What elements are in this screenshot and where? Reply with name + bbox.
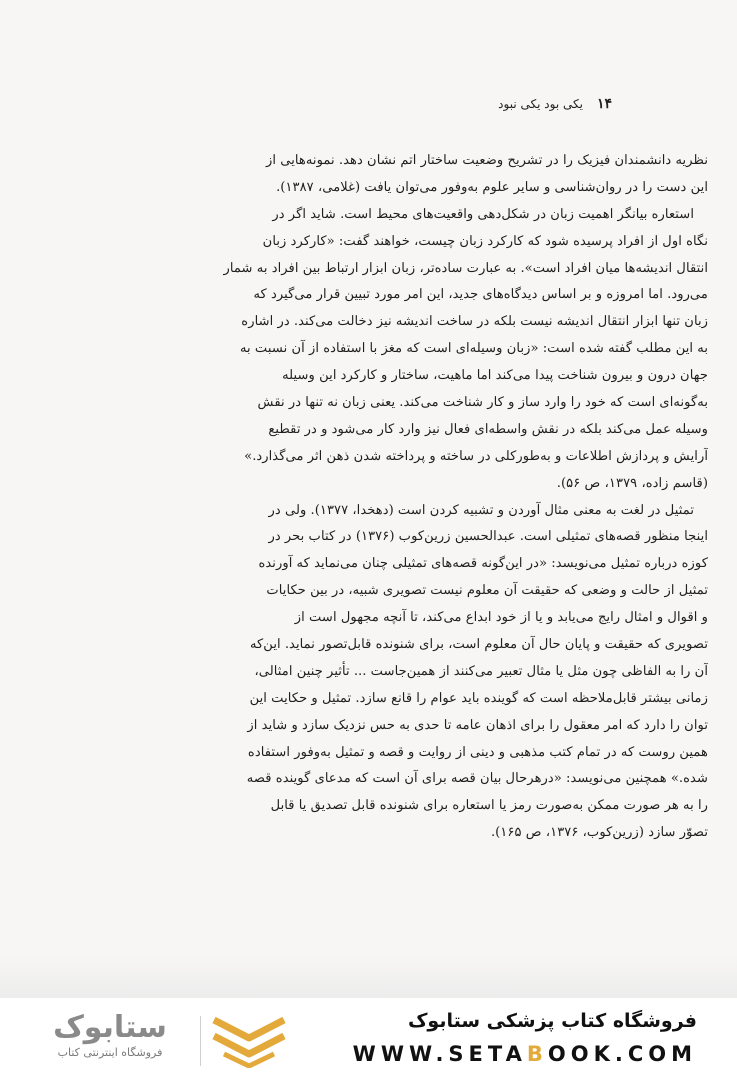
url-accent: B	[526, 1042, 548, 1066]
text-line: توان را دارد که امر معقول را برای اذهان عامه تا حدی به حس نزدیک سازد و شاید از	[247, 717, 708, 733]
text-line: نگاه اول از افراد پرسیده شود که کارکرد زبان چیست، خواهند گفت: «کارکرد زبان	[262, 233, 708, 249]
text-line: نظریه دانشمندان فیزیک را در تشریح وضعیت ساختار اتم نشان دهد. نمونه‌هایی از	[265, 153, 708, 168]
store-footer	[0, 998, 737, 1080]
text-line: تمثیل در لغت به معنی مثال آوردن و تشبیه کردن است (دهخدا، ۱۳۷۷). ولی در	[268, 502, 694, 518]
logo-subtitle: فروشگاه اینترنتی کتاب	[57, 1046, 163, 1059]
store-url[interactable]	[353, 1042, 697, 1066]
text-line: آن را به الفاظی چون مثل یا مثال تعبیر می‌کنند از همین‌جاست ... تأثیر چنین امثالی،	[254, 663, 708, 679]
url-suffix: OOK.COM	[547, 1042, 697, 1066]
text-line: این دست را در روان‌شناسی و سایر علوم به‌وفور می‌توان یافت (غلامی، ۱۳۸۷).	[276, 179, 708, 195]
text-line: شده.» همچنین می‌نویسد: «درهرحال بیان قصه برای آن است که مدعای گوینده قصه	[246, 771, 708, 787]
text-line: تصوّر سازد (زرین‌کوب، ۱۳۷۶، ص ۱۶۵).	[490, 825, 708, 841]
text-line: می‌رود. اما امروزه و بر اساس دیدگاه‌های جدید، این امر مورد تبیین قرار می‌گیرد که	[253, 287, 708, 303]
text-line: کوزه درباره تمثیل می‌نویسد: «در این‌گونه قصه‌های تمثیلی چنان می‌نماید که آورنده	[258, 556, 708, 572]
footer-fade	[0, 955, 737, 1000]
text-line: انتقال اندیشه‌ها میان افراد است». به عبارت ساده‌تر، زبان ابزار ارتباط بین افراد به شمار	[223, 260, 708, 276]
store-name: فروشگاه کتاب پزشکی ستابوک	[407, 1010, 697, 1032]
text-line: تصویری که حقیقت و پایان حال آن معلوم است، برای شنونده قابل‌تصور نماید. این‌که	[249, 637, 708, 653]
text-line: آرایش و پردازش اطلاعات و به‌طورکلی در ساخته و پرداخته شدن ذهن اثر می‌گذارد.»	[244, 448, 708, 464]
stacked-chevron-icon	[210, 1014, 288, 1068]
store-logo[interactable]	[30, 1010, 190, 1059]
page-header	[0, 93, 612, 115]
text-line: را به هر صورت ممکن به‌صورت رمز یا استعاره برای شنونده قابل تصدیق یا قابل	[270, 798, 708, 814]
body-text	[102, 148, 708, 847]
text-line: به این مطلب گفته شده است: «زبان وسیله‌ای است که مغز با استفاده از آن نسبت به	[239, 341, 708, 357]
logo-wordmark: ستابوک	[53, 1010, 167, 1045]
text-line: همین روست که در تمام کتب مذهبی و دینی از روایت و قصه و تمثیل به‌وفور استفاده	[247, 744, 708, 760]
text-line: زبان تنها ابزار انتقال اندیشه نیست بلکه در ساخت اندیشه نیز دخالت می‌کند. در اشاره	[241, 314, 708, 330]
running-title: یکی بود یکی نبود	[498, 97, 583, 111]
text-line: تمثیل از حالت و وضعی که حقیقت آن معلوم نیست تصویری شبیه، در بین حکایات	[266, 583, 708, 599]
text-line: (قاسم زاده، ۱۳۷۹، ص ۵۶).	[556, 475, 708, 491]
text-line: زمانی بیشتر قابل‌ملاحظه است که گوینده باید عوام را قانع سازد. تمثیل و حکایت این	[249, 690, 708, 706]
text-line: اینجا منظور قصه‌های تمثیلی است. عبدالحسین زرین‌کوب (۱۳۷۶) در کتاب بحر در	[268, 529, 708, 545]
text-line: وسیله عمل می‌کند بلکه در نقش واسطه‌ای فعال نیز وارد کار می‌شود و در تقطیع	[268, 421, 708, 437]
logo-divider	[200, 1016, 201, 1066]
url-prefix: WWW.SETA	[352, 1042, 527, 1066]
page-number: ۱۴	[596, 96, 612, 112]
text-line: جهان درون و بیرون شناخت پیدا می‌کند اما ماهیت، ساختار و کارکرد این وسیله	[282, 368, 708, 384]
text-line: و اقوال و امثال رایج می‌یابد و یا از خود ابداع می‌کند، تا آنچه مجهول است از	[294, 610, 708, 626]
text-line: به‌گونه‌ای است که خود را وارد ساز و کار شناخت می‌کند. یعنی زبان نه تنها در نقش	[257, 395, 708, 411]
text-line: استعاره بیانگر اهمیت زبان در شکل‌دهی واقعیت‌های محیط است. شاید اگر در	[272, 206, 694, 222]
